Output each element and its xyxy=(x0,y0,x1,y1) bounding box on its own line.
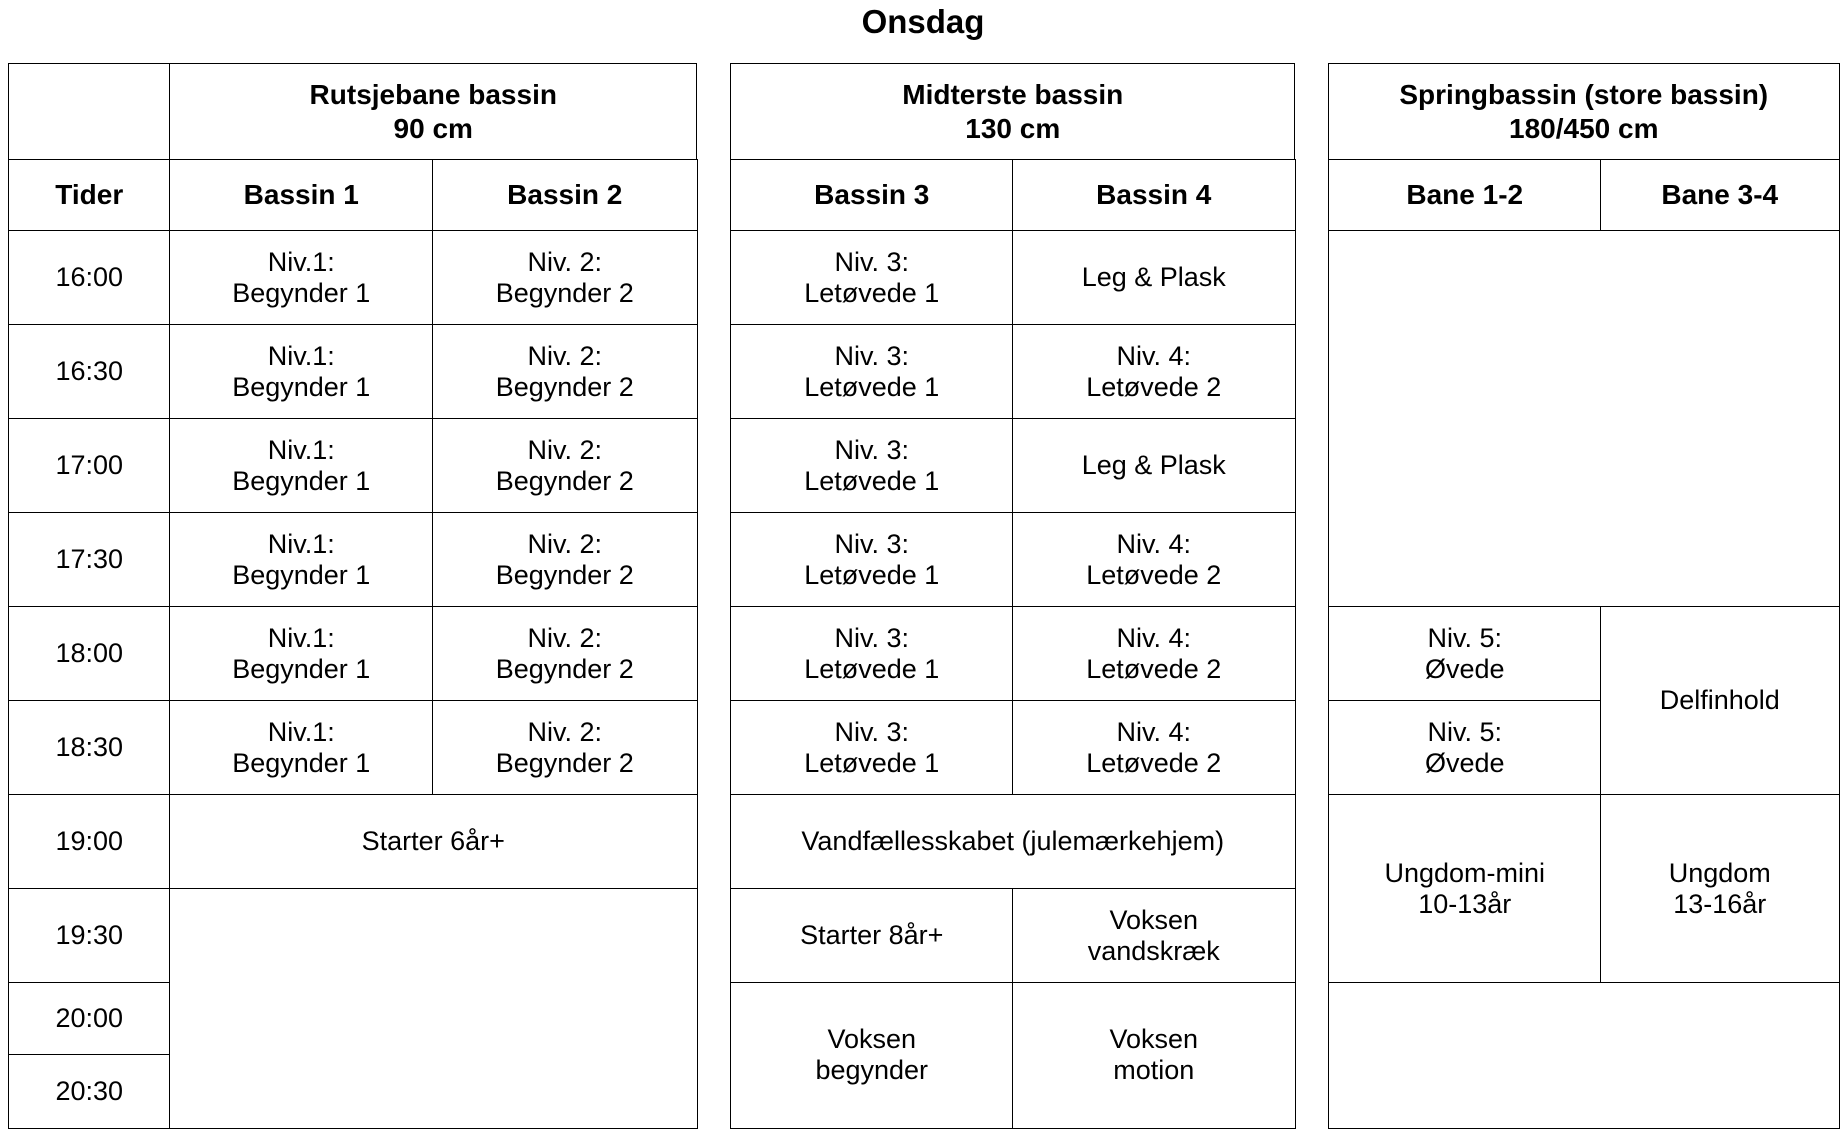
session-cell xyxy=(432,512,698,608)
session-name: Begynder 1 xyxy=(232,277,371,308)
session-name: Øvede xyxy=(1424,653,1505,684)
session-cell xyxy=(432,324,698,420)
session-cell xyxy=(169,606,434,702)
pool-name: Rutsjebane bassin xyxy=(309,78,557,110)
session-cell xyxy=(730,606,1014,702)
session-name: Letøvede 2 xyxy=(1086,371,1222,402)
pool-name: Midterste bassin xyxy=(902,78,1124,110)
session-level: Niv.1: xyxy=(267,434,335,465)
session-name: Begynder 2 xyxy=(495,747,634,778)
session-level: Niv. 5: xyxy=(1427,622,1502,653)
column-gap xyxy=(696,63,732,1127)
column-header-times: Tider xyxy=(8,159,171,232)
column-header-bane-3-4: Bane 3-4 xyxy=(1600,159,1840,232)
session-cell xyxy=(432,700,698,796)
session-name: Begynder 2 xyxy=(495,371,634,402)
time-cell: 17:30 xyxy=(8,512,171,608)
time-cell: 16:00 xyxy=(8,230,171,326)
session-cell xyxy=(169,324,434,420)
session-cell xyxy=(730,512,1014,608)
time-cell: 20:30 xyxy=(8,1054,171,1129)
session-level: Ungdom xyxy=(1668,857,1771,888)
session-cell-ungdom-mini xyxy=(1328,794,1602,984)
session-cell-starter-6: Starter 6år+ xyxy=(169,794,698,890)
column-header-bassin-1: Bassin 1 xyxy=(169,159,434,232)
session-cell xyxy=(432,230,698,326)
pool-header-spring xyxy=(1328,63,1840,161)
session-name: Letøvede 1 xyxy=(804,371,940,402)
session-cell-ungdom xyxy=(1600,794,1840,984)
session-cell xyxy=(1012,324,1296,420)
session-name: Letøvede 1 xyxy=(804,465,940,496)
pool-header-rutsjebane xyxy=(169,63,698,161)
session-level: Niv. 3: xyxy=(834,246,909,277)
pool-header-midterste xyxy=(730,63,1296,161)
session-cell xyxy=(432,606,698,702)
session-level: Niv.1: xyxy=(267,716,335,747)
session-cell xyxy=(169,700,434,796)
session-level: Niv. 4: xyxy=(1116,528,1191,559)
column-header-bassin-4: Bassin 4 xyxy=(1012,159,1296,232)
session-cell xyxy=(730,700,1014,796)
session-level: Niv. 2: xyxy=(527,246,602,277)
session-name: Begynder 2 xyxy=(495,559,634,590)
session-cell-vandfaellesskabet: Vandfællesskabet (julemærkehjem) xyxy=(730,794,1296,890)
session-level: Niv. 2: xyxy=(527,528,602,559)
session-name: Letøvede 2 xyxy=(1086,747,1222,778)
session-cell xyxy=(1328,606,1602,702)
session-level: Niv. 5: xyxy=(1427,716,1502,747)
session-level: Niv. 4: xyxy=(1116,622,1191,653)
session-level: Niv.1: xyxy=(267,246,335,277)
session-level: Niv. 2: xyxy=(527,340,602,371)
time-cell: 16:30 xyxy=(8,324,171,420)
session-level: Niv. 2: xyxy=(527,622,602,653)
schedule-table xyxy=(8,63,1838,1129)
session-cell-leg-plask: Leg & Plask xyxy=(1012,230,1296,326)
session-level: Niv. 3: xyxy=(834,528,909,559)
column-header-bane-1-2: Bane 1-2 xyxy=(1328,159,1602,232)
time-cell: 18:30 xyxy=(8,700,171,796)
session-name: Letøvede 1 xyxy=(804,277,940,308)
session-level: Niv. 4: xyxy=(1116,716,1191,747)
session-level: Niv. 2: xyxy=(527,716,602,747)
corner-cell xyxy=(8,63,171,161)
session-name: Letøvede 2 xyxy=(1086,559,1222,590)
time-cell: 20:00 xyxy=(8,982,171,1056)
session-name: Begynder 2 xyxy=(495,465,634,496)
session-level: Ungdom-mini xyxy=(1384,857,1546,888)
session-cell xyxy=(730,324,1014,420)
session-cell xyxy=(169,418,434,514)
empty-cell xyxy=(1328,230,1840,608)
session-level: Voksen xyxy=(827,1024,917,1055)
session-name: Begynder 2 xyxy=(495,277,634,308)
session-level: Niv.1: xyxy=(267,622,335,653)
session-name: 10-13år xyxy=(1418,888,1512,919)
session-level: Niv. 3: xyxy=(834,622,909,653)
pool-depth: 180/450 cm xyxy=(1509,112,1659,144)
pool-name: Springbassin (store bassin) xyxy=(1399,78,1769,110)
session-name: Letøvede 1 xyxy=(804,559,940,590)
session-name: Letøvede 1 xyxy=(804,747,940,778)
session-cell xyxy=(169,512,434,608)
session-level: Voksen xyxy=(1109,1024,1199,1055)
time-cell: 17:00 xyxy=(8,418,171,514)
session-level: Niv.1: xyxy=(267,340,335,371)
pool-depth: 90 cm xyxy=(393,112,473,144)
time-cell: 19:30 xyxy=(8,888,171,984)
session-level: Niv.1: xyxy=(267,528,335,559)
session-name: Begynder 1 xyxy=(232,371,371,402)
session-name: Begynder 1 xyxy=(232,653,371,684)
session-cell xyxy=(169,230,434,326)
session-level: Voksen xyxy=(1109,904,1199,935)
session-name: Begynder 1 xyxy=(232,559,371,590)
session-name: motion xyxy=(1113,1055,1195,1086)
empty-cell xyxy=(1328,982,1840,1129)
session-name: Letøvede 2 xyxy=(1086,653,1222,684)
session-cell xyxy=(432,418,698,514)
session-level: Niv. 3: xyxy=(834,434,909,465)
session-level: Niv. 3: xyxy=(834,716,909,747)
session-cell-leg-plask: Leg & Plask xyxy=(1012,418,1296,514)
session-cell-voksen-vandskraek xyxy=(1012,888,1296,984)
page-title: Onsdag xyxy=(861,3,985,40)
time-cell: 19:00 xyxy=(8,794,171,890)
column-header-bassin-3: Bassin 3 xyxy=(730,159,1014,232)
session-cell xyxy=(1012,512,1296,608)
session-cell xyxy=(1328,700,1602,796)
session-name: Begynder 2 xyxy=(495,653,634,684)
session-level: Niv. 2: xyxy=(527,434,602,465)
session-name: Letøvede 1 xyxy=(804,653,940,684)
column-gap xyxy=(1294,63,1330,1127)
session-cell-starter-8: Starter 8år+ xyxy=(730,888,1014,984)
session-level: Niv. 3: xyxy=(834,340,909,371)
session-name: begynder xyxy=(815,1055,929,1086)
session-cell-voksen-motion xyxy=(1012,982,1296,1129)
session-cell xyxy=(730,230,1014,326)
time-cell: 18:00 xyxy=(8,606,171,702)
session-name: Øvede xyxy=(1424,747,1505,778)
session-cell xyxy=(1012,606,1296,702)
empty-cell xyxy=(169,888,698,1129)
column-header-bassin-2: Bassin 2 xyxy=(432,159,698,232)
session-cell-delfinhold: Delfinhold xyxy=(1600,606,1840,796)
session-name: vandskræk xyxy=(1087,935,1220,966)
session-cell xyxy=(1012,700,1296,796)
session-cell-voksen-begynder xyxy=(730,982,1014,1129)
session-cell xyxy=(730,418,1014,514)
session-level: Niv. 4: xyxy=(1116,340,1191,371)
session-name: Begynder 1 xyxy=(232,465,371,496)
session-name: Begynder 1 xyxy=(232,747,371,778)
session-name: 13-16år xyxy=(1673,888,1767,919)
pool-depth: 130 cm xyxy=(965,112,1061,144)
